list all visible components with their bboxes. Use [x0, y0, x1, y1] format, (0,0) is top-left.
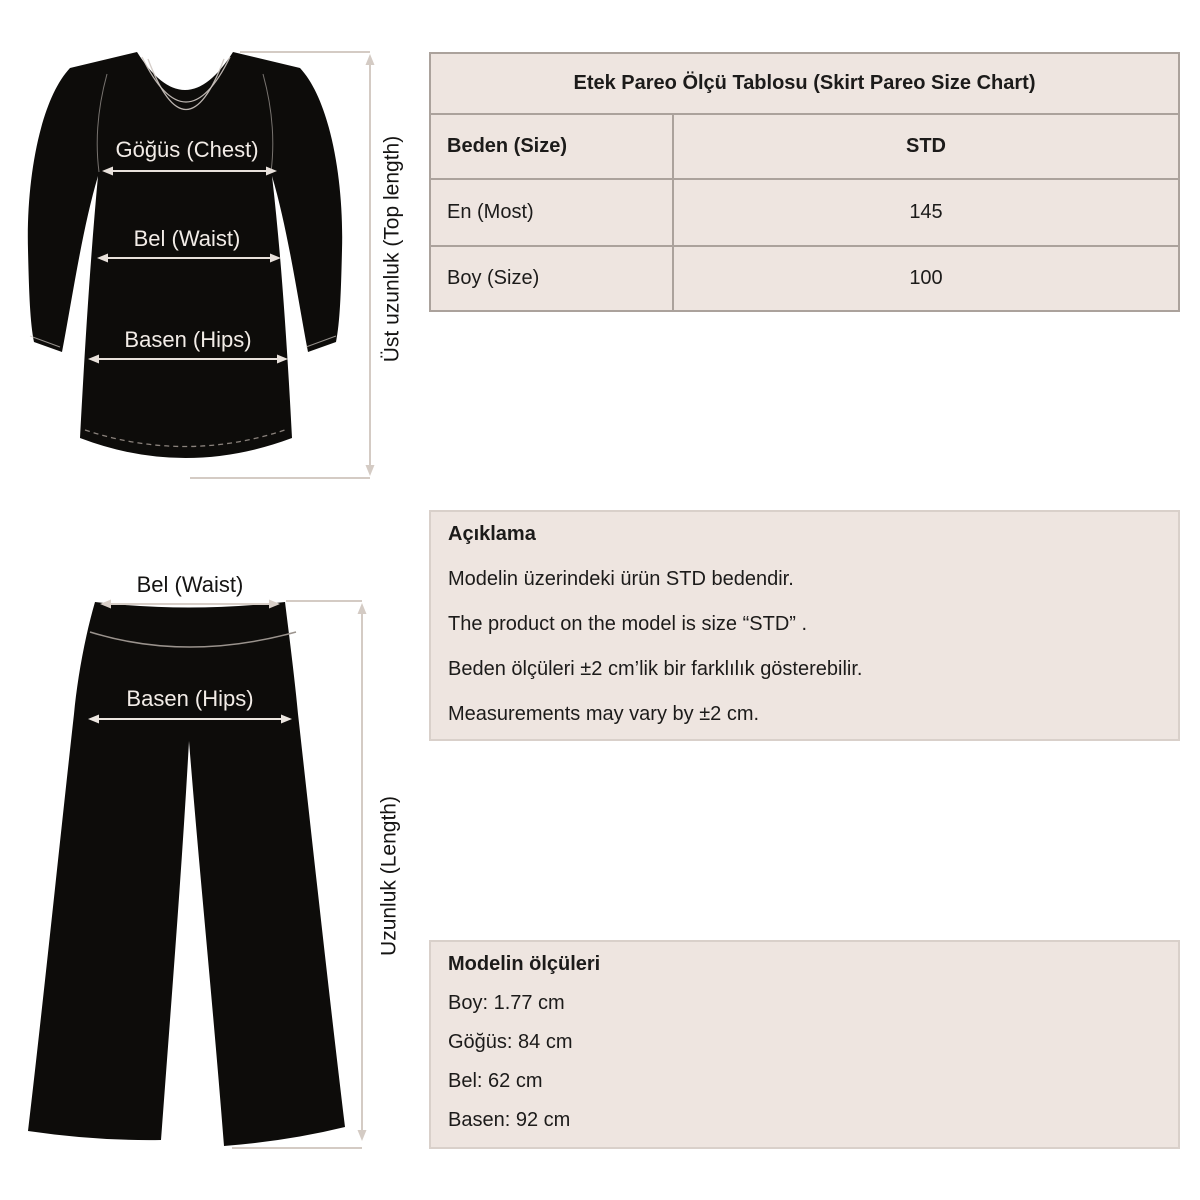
- size-table-header-size: Beden (Size): [431, 113, 672, 178]
- pants-waist-label: Bel (Waist): [136, 572, 244, 597]
- note-line: Modelin üzerindeki ürün STD bedendir.: [448, 568, 794, 590]
- pants-diagram: [0, 560, 420, 1200]
- model-measurement-line: Bel: 62 cm: [448, 1070, 543, 1092]
- model-measurements-panel: [429, 940, 1180, 1149]
- size-table-row-en-value: 145: [672, 178, 1178, 245]
- tunic-diagram: [0, 0, 420, 505]
- tunic-waist-label: Bel (Waist): [133, 226, 241, 251]
- size-table-title: Etek Pareo Ölçü Tablosu (Skirt Pareo Size Chart): [573, 72, 1036, 94]
- model-measurement-line: Basen: 92 cm: [448, 1109, 571, 1131]
- tunic-silhouette: [28, 52, 342, 458]
- tunic-chest-label: Göğüs (Chest): [115, 137, 259, 162]
- size-table-row-boy-label: Boy (Size): [431, 245, 672, 310]
- pants-silhouette: [28, 602, 345, 1146]
- size-table: [429, 52, 1180, 312]
- note-line: Beden ölçüleri ±2 cm’lik bir farklılık gösterebilir.: [448, 658, 863, 680]
- pants-hips-label: Basen (Hips): [126, 686, 254, 711]
- pants-length-label: Uzunluk (Length): [377, 796, 401, 956]
- size-table-header-std: STD: [672, 113, 1178, 178]
- tunic-length-label: Üst uzunluk (Top length): [380, 135, 404, 363]
- size-table-row-en-label: En (Most): [431, 178, 672, 245]
- model-measurement-line: Göğüs: 84 cm: [448, 1031, 573, 1053]
- model-measurements-title: Modelin ölçüleri: [448, 953, 601, 975]
- notes-panel: [429, 510, 1180, 741]
- note-line: Measurements may vary by ±2 cm.: [448, 703, 760, 725]
- note-line: The product on the model is size “STD” .: [448, 613, 808, 635]
- notes-title: Açıklama: [448, 523, 536, 545]
- model-measurement-line: Boy: 1.77 cm: [448, 992, 565, 1014]
- size-table-row-boy-value: 100: [672, 245, 1178, 310]
- tunic-hips-label: Basen (Hips): [124, 327, 252, 352]
